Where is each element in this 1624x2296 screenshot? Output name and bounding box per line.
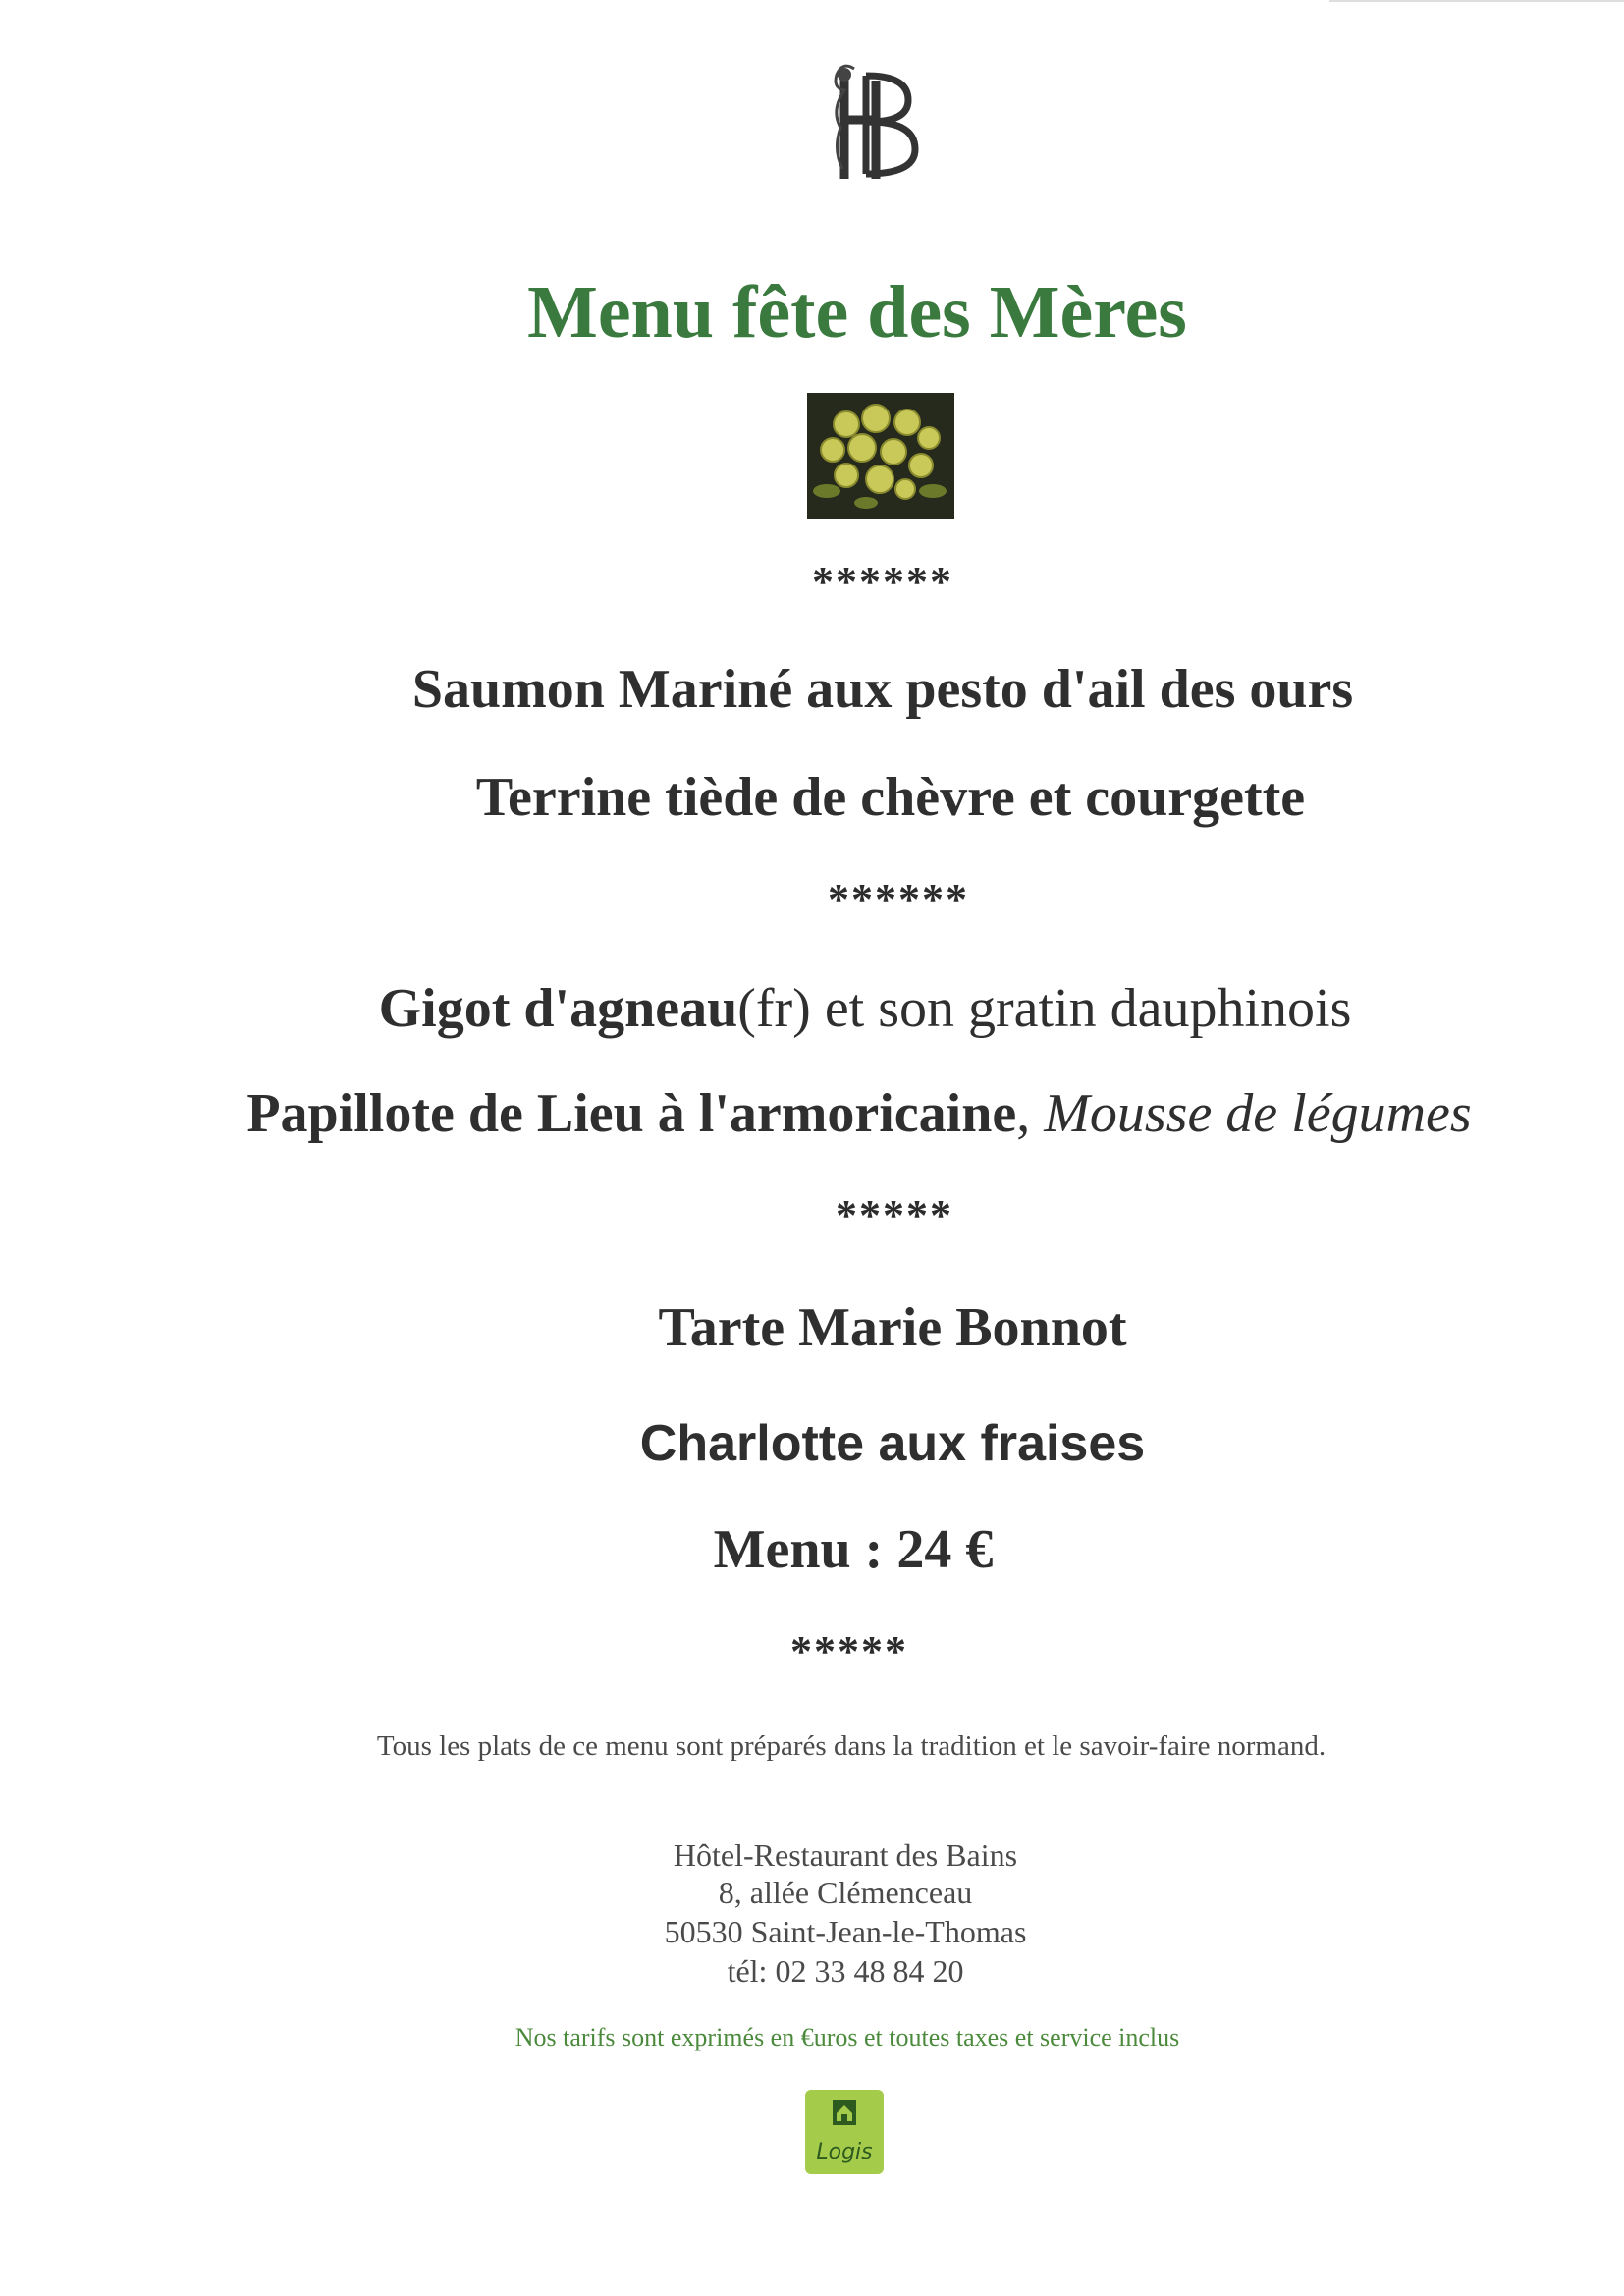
dessert-2: Charlotte aux fraises — [639, 1415, 1146, 1472]
separator-3: ***** — [836, 1191, 953, 1239]
dessert-1-label: Tarte Marie Bonnot — [658, 1297, 1127, 1358]
starter-2-label: Terrine tiède de chèvre et courgette — [475, 767, 1306, 828]
dessert-1 — [81, 1296, 1624, 1359]
separator-2: ****** — [828, 875, 969, 923]
menu-title: Menu fête des Mères — [527, 271, 1187, 354]
main-1 — [53, 977, 1624, 1040]
scan-edge-line — [1329, 0, 1624, 2]
main-2-italic: Mousse de légumes — [1044, 1083, 1472, 1144]
logis-badge — [805, 2090, 884, 2174]
menu-price: Menu : 24 € — [713, 1519, 994, 1580]
main-1-bold: Gigot d'agneau — [378, 978, 738, 1039]
logis-house-icon — [831, 2098, 858, 2127]
starter-1-label: Saumon Mariné aux pesto d'ail des ours — [411, 659, 1354, 720]
main-2-comma: , — [1016, 1083, 1045, 1144]
separator-4: ***** — [790, 1627, 908, 1675]
restaurant-name: Hôtel-Restaurant des Bains — [673, 1837, 1018, 1873]
tradition-note: Tous les plats de ce menu sont préparés dans la tradition et le savoir-faire normand. — [376, 1730, 1326, 1762]
hb-monogram-logo — [815, 61, 933, 189]
restaurant-street: 8, allée Clémenceau — [718, 1875, 973, 1910]
separator-1: ****** — [812, 558, 953, 606]
tax-note: Nos tarifs sont exprimés en €uros et toutes taxes et service inclus — [514, 2023, 1180, 2051]
main-1-regular: (fr) et son gratin dauphinois — [737, 978, 1352, 1039]
restaurant-phone: tél: 02 33 48 84 20 — [727, 1953, 964, 1989]
logis-label: Logis — [816, 2140, 873, 2164]
starter-1 — [71, 658, 1624, 721]
starter-2 — [79, 766, 1624, 829]
main-2-bold: Papillote de Lieu à l'armoricaine — [246, 1083, 1017, 1144]
main-2 — [47, 1082, 1624, 1145]
restaurant-city: 50530 Saint-Jean-le-Thomas — [664, 1914, 1027, 1949]
yellow-roses-bouquet — [807, 393, 954, 519]
